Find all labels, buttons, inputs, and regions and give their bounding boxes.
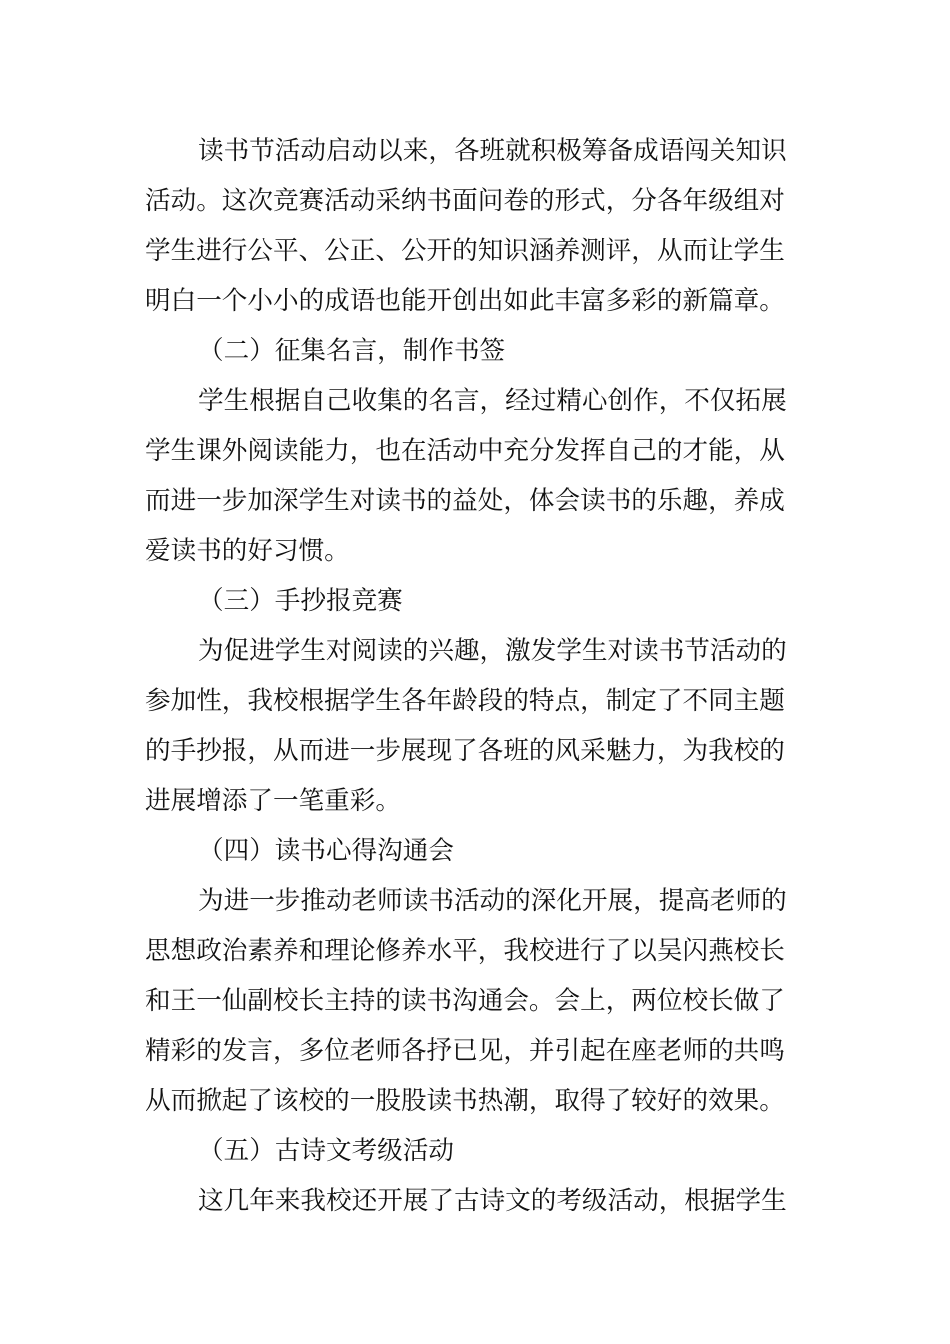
paragraph-line: 这几年来我校还开展了古诗文的考级活动，根据学生 bbox=[198, 1186, 787, 1216]
paragraph-line: 从而掀起了该校的一股股读书热潮，取得了较好的效果。 bbox=[145, 1086, 785, 1116]
section-heading-4: （四）读书心得沟通会 bbox=[198, 836, 454, 866]
paragraph-line: 进展增添了一笔重彩。 bbox=[145, 786, 401, 816]
paragraph-line: 为促进学生对阅读的兴趣，激发学生对读书节活动的 bbox=[198, 636, 787, 666]
document-body bbox=[145, 126, 810, 1226]
section-heading-5: （五）古诗文考级活动 bbox=[198, 1136, 454, 1166]
paragraph-line: 参加性，我校根据学生各年龄段的特点，制定了不同主题 bbox=[145, 686, 785, 716]
paragraph-line: 明白一个小小的成语也能开创出如此丰富多彩的新篇章。 bbox=[145, 286, 785, 316]
paragraph-line: 为进一步推动老师读书活动的深化开展，提高老师的 bbox=[198, 886, 787, 916]
section-heading-3: （三）手抄报竞赛 bbox=[198, 586, 403, 616]
paragraph-line: 读书节活动启动以来，各班就积极筹备成语闯关知识 bbox=[198, 136, 787, 166]
paragraph-line: 的手抄报，从而进一步展现了各班的风采魅力，为我校的 bbox=[145, 736, 785, 766]
paragraph-line: 学生进行公平、公正、公开的知识涵养测评，从而让学生 bbox=[145, 236, 785, 266]
paragraph-line: 学生课外阅读能力，也在活动中充分发挥自己的才能，从 bbox=[145, 436, 785, 466]
paragraph-line: 思想政治素养和理论修养水平，我校进行了以吴闪燕校长 bbox=[145, 936, 785, 966]
paragraph-line: 和王一仙副校长主持的读书沟通会。会上，两位校长做了 bbox=[145, 986, 785, 1016]
section-heading-2: （二）征集名言，制作书签 bbox=[198, 336, 506, 366]
paragraph-line: 活动。这次竞赛活动采纳书面问卷的形式，分各年级组对 bbox=[145, 186, 785, 216]
paragraph-line: 爱读书的好习惯。 bbox=[145, 536, 350, 566]
paragraph-line: 而进一步加深学生对读书的益处，体会读书的乐趣，养成 bbox=[145, 486, 785, 516]
paragraph-line: 学生根据自己收集的名言，经过精心创作，不仅拓展 bbox=[198, 386, 787, 416]
paragraph-line: 精彩的发言，多位老师各抒已见，并引起在座老师的共鸣 bbox=[145, 1036, 785, 1066]
